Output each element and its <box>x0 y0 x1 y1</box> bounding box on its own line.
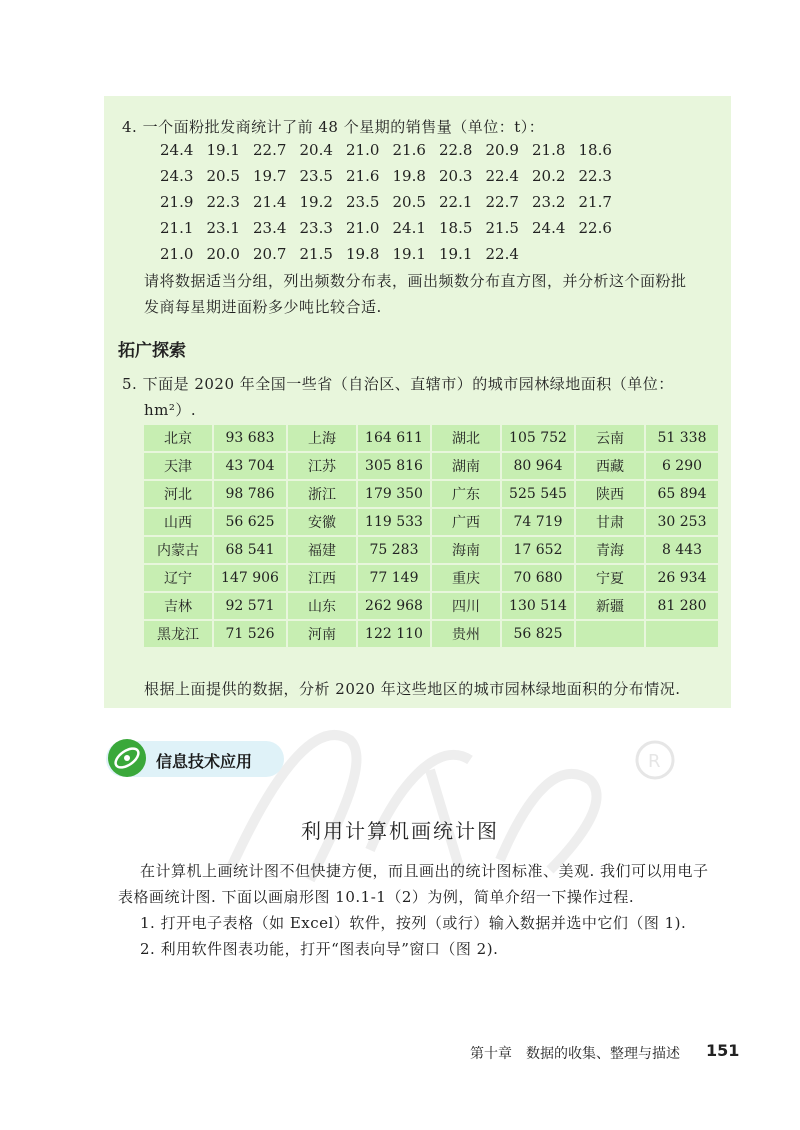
sales-value: 19.1 <box>439 245 473 263</box>
green-area-table <box>142 423 720 649</box>
atom-icon <box>106 737 148 779</box>
table-row <box>144 481 718 507</box>
province-cell: 海南 <box>432 537 500 563</box>
sales-value: 20.9 <box>485 141 519 159</box>
province-cell: 广西 <box>432 509 500 535</box>
area-cell: 525 545 <box>502 481 574 507</box>
area-cell <box>646 621 718 647</box>
province-cell: 青海 <box>576 537 644 563</box>
area-cell: 74 719 <box>502 509 574 535</box>
sales-value: 19.2 <box>299 193 333 211</box>
sales-value: 23.5 <box>299 167 333 185</box>
exercise-4-question: 4. 一个面粉批发商统计了前 48 个星期的销售量（单位：t）： <box>122 118 545 136</box>
area-cell: 122 110 <box>358 621 430 647</box>
sales-value: 19.1 <box>206 141 240 159</box>
step-1: 1. 打开电子表格（如 Excel）软件，按列（或行）输入数据并选中它们（图 1). <box>140 914 687 932</box>
area-cell: 164 611 <box>358 425 430 451</box>
sales-value: 20.5 <box>206 167 240 185</box>
province-cell: 河南 <box>288 621 356 647</box>
province-cell: 河北 <box>144 481 212 507</box>
area-cell: 6 290 <box>646 453 718 479</box>
exercise-5-question-1: 5. 下面是 2020 年全国一些省（自治区、直辖市）的城市园林绿地面积（单位： <box>122 375 674 393</box>
area-cell: 305 816 <box>358 453 430 479</box>
sales-value: 22.4 <box>485 167 519 185</box>
area-cell: 65 894 <box>646 481 718 507</box>
table-row <box>144 425 718 451</box>
area-cell: 8 443 <box>646 537 718 563</box>
province-cell: 江西 <box>288 565 356 591</box>
sales-value: 22.7 <box>485 193 519 211</box>
exercise-4-instruction-1: 请将数据适当分组，列出频数分布表，画出频数分布直方图，并分析这个面粉批 <box>144 272 687 290</box>
province-cell <box>576 621 644 647</box>
sales-value: 23.5 <box>346 193 380 211</box>
province-cell: 广东 <box>432 481 500 507</box>
area-cell: 130 514 <box>502 593 574 619</box>
intro-paragraph-line-2: 表格画统计图. 下面以画扇形图 10.1-1（2）为例，简单介绍一下操作过程. <box>118 888 635 906</box>
area-cell: 30 253 <box>646 509 718 535</box>
exercise-4-instruction-2: 发商每星期进面粉多少吨比较合适. <box>144 298 382 316</box>
province-cell: 西藏 <box>576 453 644 479</box>
page-number: 151 <box>706 1041 740 1060</box>
table-row <box>144 453 718 479</box>
sales-value: 21.9 <box>160 193 194 211</box>
sales-value: 20.5 <box>392 193 426 211</box>
sales-value: 18.5 <box>439 219 473 237</box>
chapter-footer: 第十章 数据的收集、整理与描述 <box>470 1046 680 1062</box>
sales-value: 22.3 <box>206 193 240 211</box>
area-cell: 80 964 <box>502 453 574 479</box>
sales-value: 22.8 <box>439 141 473 159</box>
step-2: 2. 利用软件图表功能，打开“图表向导”窗口（图 2). <box>140 940 499 958</box>
sales-value: 21.0 <box>346 141 380 159</box>
sales-value: 21.1 <box>160 219 194 237</box>
province-cell: 甘肃 <box>576 509 644 535</box>
area-cell: 179 350 <box>358 481 430 507</box>
sales-value: 20.0 <box>206 245 240 263</box>
sales-value: 19.8 <box>392 167 426 185</box>
sales-value: 22.6 <box>578 219 612 237</box>
province-cell: 重庆 <box>432 565 500 591</box>
section-heading-extension: 拓广探索 <box>118 341 186 361</box>
area-cell: 77 149 <box>358 565 430 591</box>
province-cell: 浙江 <box>288 481 356 507</box>
province-cell: 吉林 <box>144 593 212 619</box>
area-cell: 51 338 <box>646 425 718 451</box>
sales-value: 24.4 <box>532 219 566 237</box>
province-cell: 福建 <box>288 537 356 563</box>
area-cell: 92 571 <box>214 593 286 619</box>
province-cell: 宁夏 <box>576 565 644 591</box>
province-cell: 四川 <box>432 593 500 619</box>
sales-value: 19.1 <box>392 245 426 263</box>
province-cell: 黑龙江 <box>144 621 212 647</box>
svg-text:R: R <box>648 751 661 772</box>
area-cell: 262 968 <box>358 593 430 619</box>
sales-value: 20.2 <box>532 167 566 185</box>
sales-value: 21.4 <box>253 193 287 211</box>
sales-value: 23.2 <box>532 193 566 211</box>
area-cell: 147 906 <box>214 565 286 591</box>
sales-value: 23.1 <box>206 219 240 237</box>
province-cell: 湖北 <box>432 425 500 451</box>
sales-value: 24.1 <box>392 219 426 237</box>
area-cell: 119 533 <box>358 509 430 535</box>
area-cell: 71 526 <box>214 621 286 647</box>
sales-value: 20.4 <box>299 141 333 159</box>
province-cell: 上海 <box>288 425 356 451</box>
area-cell: 75 283 <box>358 537 430 563</box>
sales-value: 21.0 <box>160 245 194 263</box>
area-cell: 68 541 <box>214 537 286 563</box>
area-cell: 98 786 <box>214 481 286 507</box>
section-label-text: 信息技术应用 <box>156 752 253 771</box>
area-cell: 70 680 <box>502 565 574 591</box>
sales-value: 24.3 <box>160 167 194 185</box>
area-cell: 105 752 <box>502 425 574 451</box>
sales-value: 21.7 <box>578 193 612 211</box>
sales-value: 23.3 <box>299 219 333 237</box>
province-cell: 北京 <box>144 425 212 451</box>
sales-value: 24.4 <box>160 141 194 159</box>
sales-value: 21.0 <box>346 219 380 237</box>
area-cell: 43 704 <box>214 453 286 479</box>
area-cell: 81 280 <box>646 593 718 619</box>
sales-value: 21.8 <box>532 141 566 159</box>
province-cell: 新疆 <box>576 593 644 619</box>
sales-value: 18.6 <box>578 141 612 159</box>
area-cell: 26 934 <box>646 565 718 591</box>
sales-value: 19.7 <box>253 167 287 185</box>
province-cell: 安徽 <box>288 509 356 535</box>
sales-value: 21.6 <box>346 167 380 185</box>
province-cell: 云南 <box>576 425 644 451</box>
exercise-5-question-2: hm²）. <box>144 401 197 419</box>
area-cell: 17 652 <box>502 537 574 563</box>
area-cell: 56 625 <box>214 509 286 535</box>
province-cell: 山西 <box>144 509 212 535</box>
table-row <box>144 565 718 591</box>
province-cell: 江苏 <box>288 453 356 479</box>
sales-value: 22.4 <box>485 245 519 263</box>
province-cell: 陕西 <box>576 481 644 507</box>
table-row <box>144 537 718 563</box>
province-cell: 山东 <box>288 593 356 619</box>
province-cell: 贵州 <box>432 621 500 647</box>
province-cell: 辽宁 <box>144 565 212 591</box>
province-cell: 天津 <box>144 453 212 479</box>
sales-value: 20.3 <box>439 167 473 185</box>
area-cell: 56 825 <box>502 621 574 647</box>
province-cell: 内蒙古 <box>144 537 212 563</box>
sales-value: 21.6 <box>392 141 426 159</box>
sales-value: 20.7 <box>253 245 287 263</box>
sales-value: 22.7 <box>253 141 287 159</box>
sales-value: 22.3 <box>578 167 612 185</box>
exercise-5-followup: 根据上面提供的数据，分析 2020 年这些地区的城市园林绿地面积的分布情况. <box>144 680 681 698</box>
intro-paragraph-line-1: 在计算机上画统计图不但快捷方便，而且画出的统计图标准、美观. 我们可以用电子 <box>140 862 709 880</box>
table-row <box>144 509 718 535</box>
province-cell: 湖南 <box>432 453 500 479</box>
sales-value: 22.1 <box>439 193 473 211</box>
area-cell: 93 683 <box>214 425 286 451</box>
table-row <box>144 621 718 647</box>
sales-value: 21.5 <box>485 219 519 237</box>
page-title: 利用计算机画统计图 <box>301 819 499 843</box>
sales-value: 21.5 <box>299 245 333 263</box>
sales-value: 23.4 <box>253 219 287 237</box>
sales-value: 19.8 <box>346 245 380 263</box>
table-row <box>144 593 718 619</box>
